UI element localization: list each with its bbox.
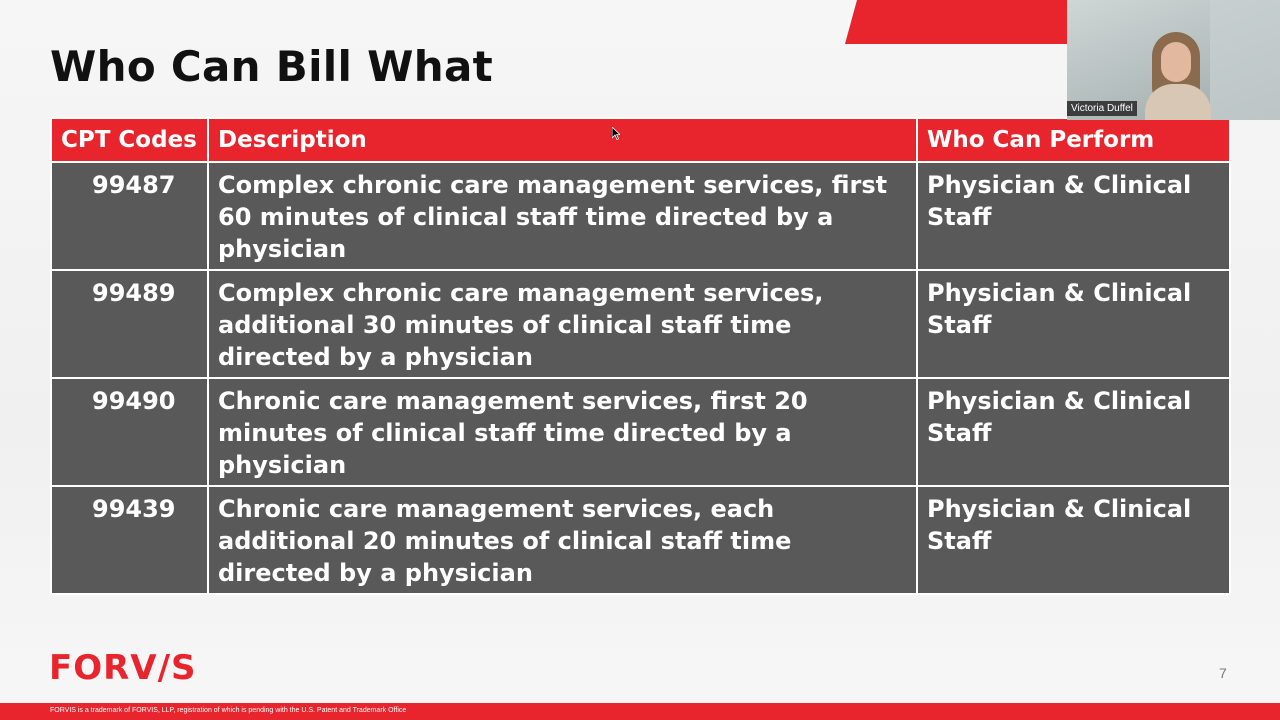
cpt-code-cell: 99489 xyxy=(51,270,208,378)
cpt-code-cell: 99490 xyxy=(51,378,208,486)
participant-avatar-face xyxy=(1161,42,1191,82)
table-row xyxy=(51,162,1230,270)
header-who-can-perform: Who Can Perform xyxy=(917,118,1230,162)
table-header-row xyxy=(51,118,1230,162)
table-row xyxy=(51,378,1230,486)
table-row xyxy=(51,486,1230,594)
forvis-logo: FORV/S xyxy=(49,648,197,688)
description-cell: Complex chronic care management services, additional 30 minutes of clinical staff time directed by a physician xyxy=(208,270,917,378)
page-number: 7 xyxy=(1219,665,1227,681)
footer-trademark-note: FORVIS is a trademark of FORVIS, LLP, registration of which is pending with the U.S. Patent and Trademark Office xyxy=(50,707,407,714)
description-cell: Complex chronic care management services, first 60 minutes of clinical staff time directed by a physician xyxy=(208,162,917,270)
video-background xyxy=(1210,0,1280,120)
header-cpt-codes: CPT Codes xyxy=(51,118,208,162)
table-row xyxy=(51,270,1230,378)
description-cell: Chronic care management services, each additional 20 minutes of clinical staff time directed by a physician xyxy=(208,486,917,594)
mouse-cursor-icon xyxy=(612,127,620,140)
header-description: Description xyxy=(208,118,917,162)
red-accent-bar xyxy=(845,0,1070,44)
performer-cell: Physician & Clinical Staff xyxy=(917,486,1230,594)
participant-avatar-body xyxy=(1145,84,1211,120)
cpt-code-cell: 99439 xyxy=(51,486,208,594)
cpt-codes-table xyxy=(50,117,1231,595)
description-cell: Chronic care management services, first 20 minutes of clinical staff time directed by a physician xyxy=(208,378,917,486)
participant-video-tile[interactable] xyxy=(1067,0,1280,120)
slide-title: Who Can Bill What xyxy=(50,42,493,91)
participant-name-tag: Victoria Duffel xyxy=(1067,101,1137,116)
performer-cell: Physician & Clinical Staff xyxy=(917,270,1230,378)
performer-cell: Physician & Clinical Staff xyxy=(917,162,1230,270)
performer-cell: Physician & Clinical Staff xyxy=(917,378,1230,486)
cpt-code-cell: 99487 xyxy=(51,162,208,270)
